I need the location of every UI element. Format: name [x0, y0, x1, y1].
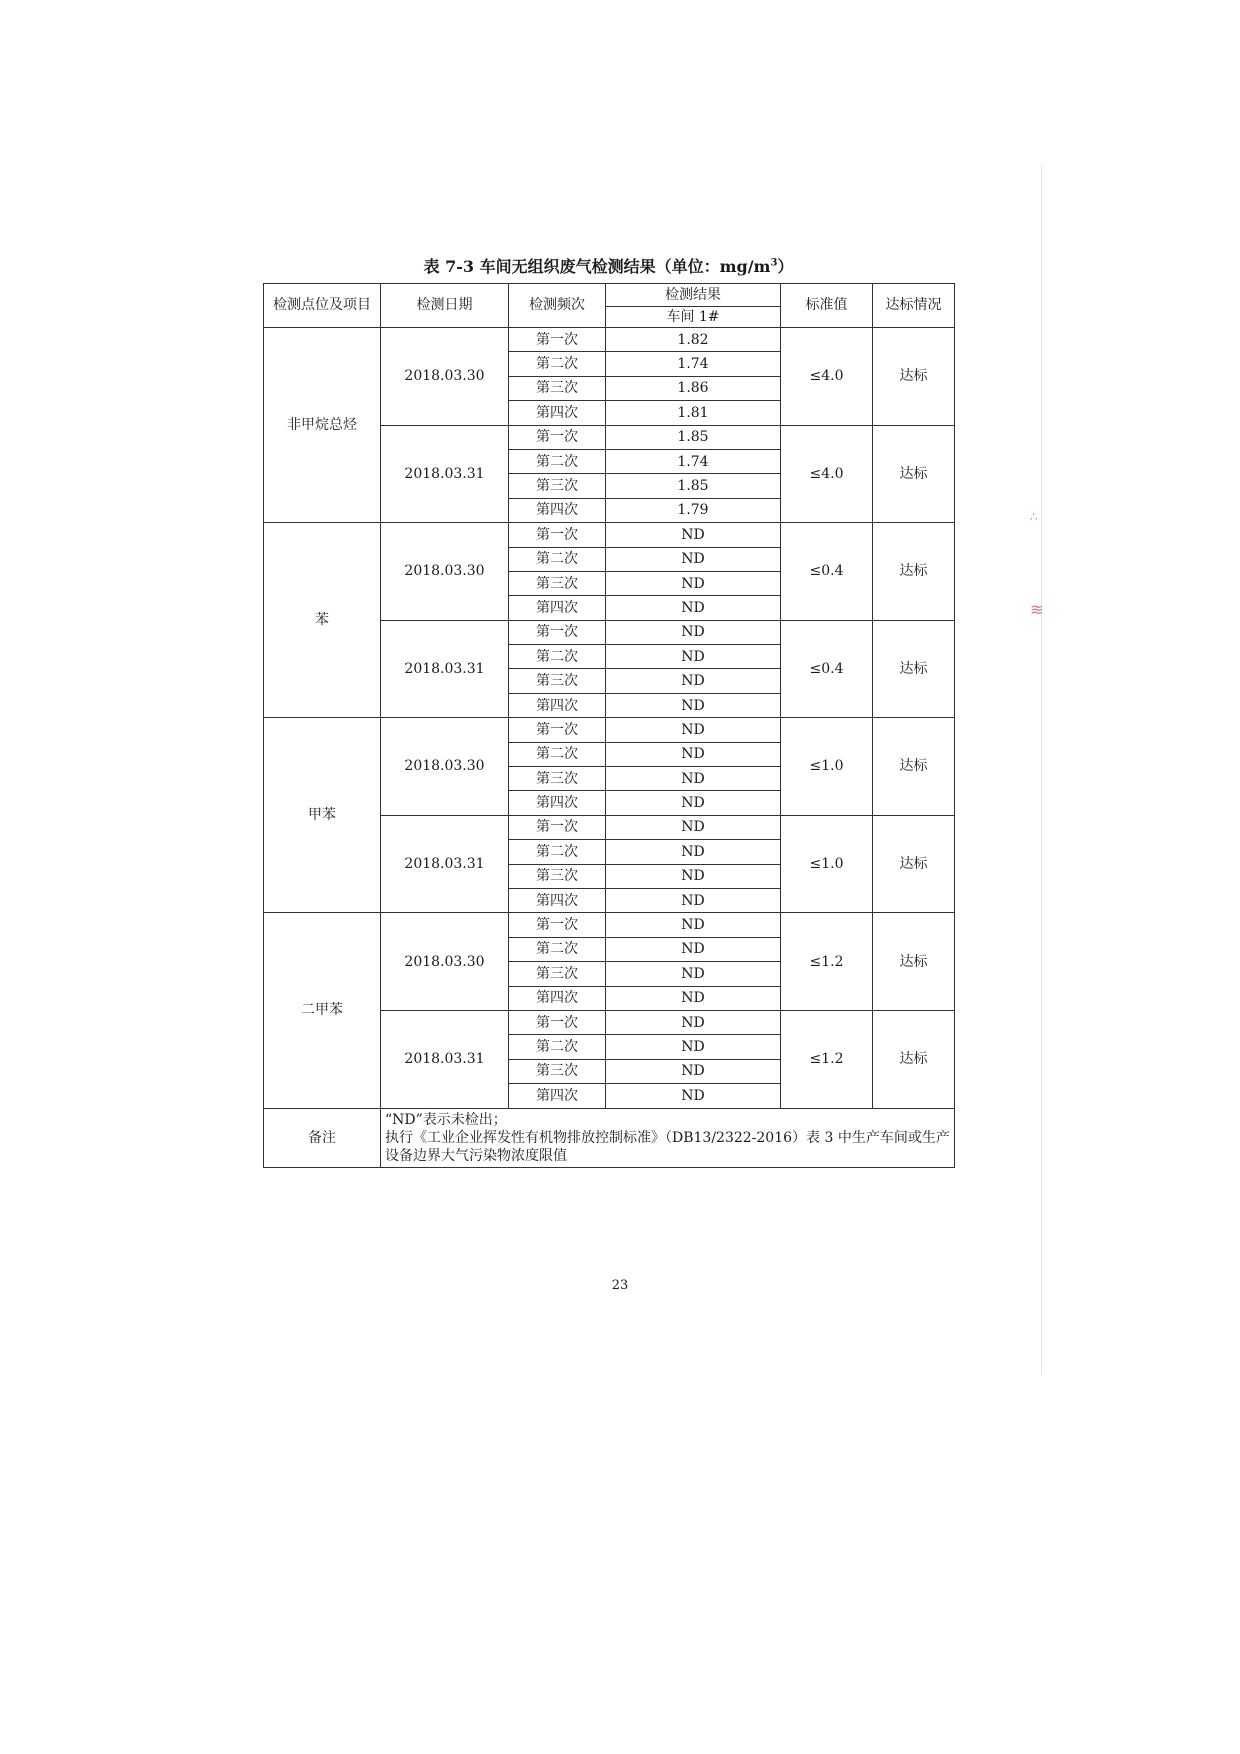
standard-value: ≤4.0 — [781, 328, 873, 426]
test-date: 2018.03.30 — [381, 913, 509, 1011]
item-name: 二甲苯 — [264, 913, 381, 1108]
result-value: ND — [606, 523, 781, 547]
standard-value: ≤1.2 — [781, 1010, 873, 1108]
result-value: ND — [606, 962, 781, 986]
table-title-sup: 3 — [770, 257, 778, 269]
frequency-cell: 第四次 — [509, 888, 606, 912]
frequency-cell: 第一次 — [509, 1010, 606, 1034]
frequency-cell: 第二次 — [509, 449, 606, 473]
compliance-status: 达标 — [873, 328, 955, 426]
result-value: ND — [606, 596, 781, 620]
table-row — [264, 523, 955, 547]
standard-value: ≤4.0 — [781, 425, 873, 523]
test-date: 2018.03.31 — [381, 815, 509, 913]
result-value: ND — [606, 913, 781, 937]
results-table — [263, 283, 955, 1168]
compliance-status: 达标 — [873, 523, 955, 621]
result-value: ND — [606, 864, 781, 888]
frequency-cell: 第四次 — [509, 791, 606, 815]
compliance-status: 达标 — [873, 425, 955, 523]
result-value: ND — [606, 645, 781, 669]
frequency-cell: 第一次 — [509, 523, 606, 547]
frequency-cell: 第二次 — [509, 1035, 606, 1059]
notes-label: 备注 — [264, 1108, 381, 1168]
result-value: ND — [606, 571, 781, 595]
item-name: 非甲烷总烃 — [264, 328, 381, 523]
frequency-cell: 第三次 — [509, 1059, 606, 1083]
compliance-status: 达标 — [873, 718, 955, 816]
standard-value: ≤1.2 — [781, 913, 873, 1011]
frequency-cell: 第一次 — [509, 620, 606, 644]
result-value: ND — [606, 547, 781, 571]
frequency-cell: 第三次 — [509, 669, 606, 693]
frequency-cell: 第二次 — [509, 547, 606, 571]
result-value: ND — [606, 693, 781, 717]
test-date: 2018.03.30 — [381, 523, 509, 621]
frequency-cell: 第二次 — [509, 840, 606, 864]
frequency-cell: 第三次 — [509, 376, 606, 400]
item-name: 苯 — [264, 523, 381, 718]
result-value: ND — [606, 620, 781, 644]
compliance-status: 达标 — [873, 1010, 955, 1108]
result-value: 1.86 — [606, 376, 781, 400]
frequency-cell: 第四次 — [509, 986, 606, 1010]
standard-value: ≤1.0 — [781, 815, 873, 913]
header-frequency: 检测频次 — [509, 284, 606, 328]
frequency-cell: 第一次 — [509, 815, 606, 839]
frequency-cell: 第四次 — [509, 1084, 606, 1108]
result-value: ND — [606, 986, 781, 1010]
test-date: 2018.03.31 — [381, 1010, 509, 1108]
result-value: ND — [606, 888, 781, 912]
item-name: 甲苯 — [264, 718, 381, 913]
standard-value: ≤0.4 — [781, 620, 873, 718]
compliance-status: 达标 — [873, 620, 955, 718]
frequency-cell: 第二次 — [509, 352, 606, 376]
frequency-cell: 第三次 — [509, 962, 606, 986]
compliance-status: 达标 — [873, 815, 955, 913]
result-value: ND — [606, 937, 781, 961]
result-value: ND — [606, 669, 781, 693]
result-value: 1.74 — [606, 352, 781, 376]
standard-value: ≤1.0 — [781, 718, 873, 816]
result-value: ND — [606, 840, 781, 864]
table-title-end: ） — [777, 257, 794, 276]
frequency-cell: 第一次 — [509, 913, 606, 937]
result-value: ND — [606, 1010, 781, 1034]
frequency-cell: 第四次 — [509, 401, 606, 425]
table-row — [264, 718, 955, 742]
table-title — [263, 254, 954, 277]
header-compliance: 达标情况 — [873, 284, 955, 328]
test-date: 2018.03.31 — [381, 620, 509, 718]
note-line-2: 执行《工业企业挥发性有机物排放控制标准》（DB13/2322-2016）表 3 中生产车间或生产设备边界大气污染物浓度限值 — [385, 1129, 950, 1164]
result-value: 1.79 — [606, 498, 781, 522]
note-line-1: “ND”表示未检出； — [385, 1111, 507, 1128]
page-edge-line — [1041, 165, 1042, 1375]
frequency-cell: 第三次 — [509, 864, 606, 888]
result-value: ND — [606, 1035, 781, 1059]
frequency-cell: 第三次 — [509, 767, 606, 791]
results-body — [264, 328, 955, 1109]
frequency-cell: 第四次 — [509, 596, 606, 620]
frequency-cell: 第四次 — [509, 693, 606, 717]
seal-fragment-bottom: ≋ — [1030, 600, 1044, 619]
table-title-main: 表 7-3 车间无组织废气检测结果（单位：mg/m — [423, 257, 771, 276]
frequency-cell: 第一次 — [509, 718, 606, 742]
header-standard: 标准值 — [781, 284, 873, 328]
standard-value: ≤0.4 — [781, 523, 873, 621]
test-date: 2018.03.30 — [381, 328, 509, 426]
result-value: 1.81 — [606, 401, 781, 425]
header-result: 检测结果 — [606, 284, 781, 307]
result-value: ND — [606, 791, 781, 815]
frequency-cell: 第一次 — [509, 328, 606, 352]
table-row — [264, 328, 955, 352]
notes-content — [381, 1108, 955, 1168]
result-value: 1.74 — [606, 449, 781, 473]
result-value: ND — [606, 767, 781, 791]
test-date: 2018.03.30 — [381, 718, 509, 816]
header-point-item: 检测点位及项目 — [264, 284, 381, 328]
result-value: 1.85 — [606, 425, 781, 449]
result-value: 1.85 — [606, 474, 781, 498]
result-value: ND — [606, 1084, 781, 1108]
result-value: ND — [606, 815, 781, 839]
header-date: 检测日期 — [381, 284, 509, 328]
result-value: ND — [606, 742, 781, 766]
frequency-cell: 第四次 — [509, 498, 606, 522]
page-number: 23 — [611, 1278, 629, 1293]
header-workshop: 车间 1# — [606, 307, 781, 328]
result-value: ND — [606, 1059, 781, 1083]
frequency-cell: 第二次 — [509, 742, 606, 766]
table-row — [264, 913, 955, 937]
frequency-cell: 第二次 — [509, 645, 606, 669]
frequency-cell: 第三次 — [509, 474, 606, 498]
compliance-status: 达标 — [873, 913, 955, 1011]
test-date: 2018.03.31 — [381, 425, 509, 523]
frequency-cell: 第二次 — [509, 937, 606, 961]
result-value: 1.82 — [606, 328, 781, 352]
frequency-cell: 第一次 — [509, 425, 606, 449]
seal-fragment-top: ∴ — [1030, 510, 1038, 524]
result-value: ND — [606, 718, 781, 742]
frequency-cell: 第三次 — [509, 571, 606, 595]
